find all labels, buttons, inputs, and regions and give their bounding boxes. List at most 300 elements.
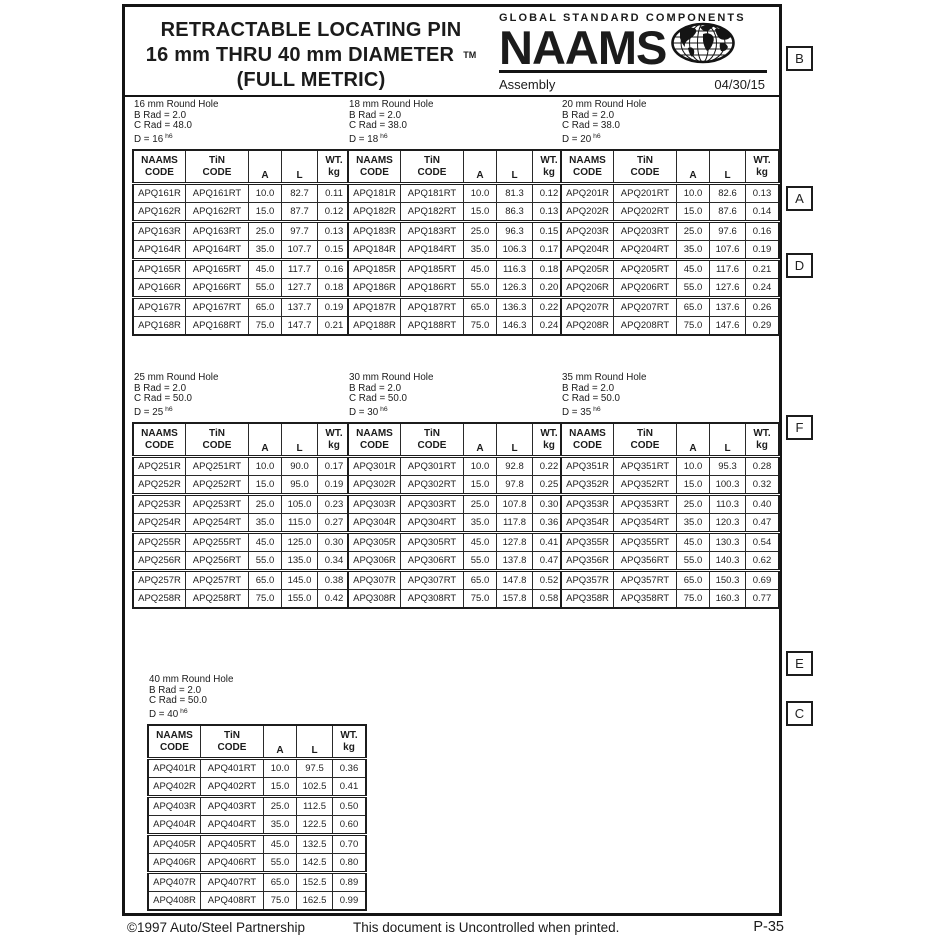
b-rad-label: B Rad = 2.0 xyxy=(149,684,202,696)
table-cell: 15.0 xyxy=(464,203,497,222)
table-cell: 81.3 xyxy=(497,184,533,203)
table-cell: 0.36 xyxy=(533,514,567,533)
column-header: A xyxy=(464,423,497,457)
table-cell: 10.0 xyxy=(249,184,282,203)
table-row xyxy=(148,816,366,835)
table-cell: APQ356RT xyxy=(614,552,677,571)
table-cell: 75.0 xyxy=(677,590,710,609)
c-rad-label: C Rad = 48.0 xyxy=(134,120,193,131)
table-row xyxy=(348,495,566,514)
table-cell: 147.6 xyxy=(710,317,746,336)
table-cell: 35.0 xyxy=(677,241,710,260)
table-cell: 0.60 xyxy=(333,816,367,835)
table-cell: APQ185R xyxy=(348,260,401,279)
table-row xyxy=(348,514,566,533)
column-header: WT. kg xyxy=(533,423,567,457)
table-cell: 122.5 xyxy=(297,816,333,835)
assembly-label: Assembly xyxy=(499,77,556,92)
table-row xyxy=(133,533,351,552)
brand-tagline: GLOBAL STANDARD COMPONENTS xyxy=(499,12,746,24)
table-cell: 75.0 xyxy=(249,317,282,336)
table-spec-labels xyxy=(134,373,346,418)
table-cell: APQ351R xyxy=(561,457,614,476)
column-header: L xyxy=(282,150,318,184)
table-cell: APQ351RT xyxy=(614,457,677,476)
zone-label-a: A xyxy=(786,186,813,211)
b-rad-label: B Rad = 2.0 xyxy=(562,109,615,121)
d-tolerance: h6 xyxy=(165,132,173,140)
table-cell: 25.0 xyxy=(264,797,297,816)
table-title: 25 mm Round Hole xyxy=(134,372,219,383)
table-cell: 35.0 xyxy=(249,241,282,260)
table-cell: 65.0 xyxy=(677,298,710,317)
table-row xyxy=(348,590,566,609)
column-header: TiN CODE xyxy=(614,150,677,184)
table-group-20mm xyxy=(560,100,774,336)
table-cell: APQ305R xyxy=(348,533,401,552)
table-row xyxy=(348,457,566,476)
table-cell: 0.13 xyxy=(318,222,352,241)
table-cell: APQ304RT xyxy=(401,514,464,533)
table-cell: 116.3 xyxy=(497,260,533,279)
table-cell: 86.3 xyxy=(497,203,533,222)
column-header: NAAMS CODE xyxy=(133,150,186,184)
table-cell: 132.5 xyxy=(297,835,333,854)
table-cell: APQ161RT xyxy=(186,184,249,203)
table-cell: 127.6 xyxy=(710,279,746,298)
table-cell: 130.3 xyxy=(710,533,746,552)
table-cell: APQ181R xyxy=(348,184,401,203)
d-value: D = 25 xyxy=(134,406,164,418)
table-title: 40 mm Round Hole xyxy=(149,674,234,685)
table-cell: 95.3 xyxy=(710,457,746,476)
table-cell: 75.0 xyxy=(464,317,497,336)
d-tolerance: h6 xyxy=(593,405,601,413)
table-cell: 15.0 xyxy=(677,476,710,495)
column-header: L xyxy=(497,423,533,457)
table-cell: 0.13 xyxy=(746,184,780,203)
table-cell: 112.5 xyxy=(297,797,333,816)
table-cell: APQ252RT xyxy=(186,476,249,495)
table-cell: 0.24 xyxy=(746,279,780,298)
table-cell: 15.0 xyxy=(677,203,710,222)
table-row xyxy=(561,241,779,260)
page-frame xyxy=(122,4,782,916)
table-cell: 45.0 xyxy=(464,260,497,279)
spec-table xyxy=(147,724,367,911)
table-cell: 55.0 xyxy=(677,279,710,298)
table-cell: APQ255R xyxy=(133,533,186,552)
table-cell: 0.29 xyxy=(746,317,780,336)
table-cell: 75.0 xyxy=(264,892,297,911)
d-value: D = 30 xyxy=(349,406,379,418)
table-cell: 0.52 xyxy=(533,571,567,590)
table-cell: 0.26 xyxy=(746,298,780,317)
table-cell: 15.0 xyxy=(264,778,297,797)
column-header: L xyxy=(710,150,746,184)
table-group-40mm xyxy=(147,675,361,911)
table-cell: 0.34 xyxy=(318,552,352,571)
table-cell: 0.38 xyxy=(318,571,352,590)
table-group-35mm xyxy=(560,373,774,609)
table-cell: APQ168R xyxy=(133,317,186,336)
table-cell: 75.0 xyxy=(677,317,710,336)
table-cell: 0.19 xyxy=(318,298,352,317)
table-cell: 97.6 xyxy=(710,222,746,241)
d-label xyxy=(349,405,561,419)
table-cell: 117.7 xyxy=(282,260,318,279)
table-cell: APQ208R xyxy=(561,317,614,336)
table-cell: 0.19 xyxy=(746,241,780,260)
table-cell: APQ402R xyxy=(148,778,201,797)
column-header: L xyxy=(282,423,318,457)
table-cell: 100.3 xyxy=(710,476,746,495)
column-header: A xyxy=(264,725,297,759)
table-cell: 0.99 xyxy=(333,892,367,911)
table-cell: 35.0 xyxy=(249,514,282,533)
table-row xyxy=(148,797,366,816)
column-header: WT. kg xyxy=(318,150,352,184)
column-header: TiN CODE xyxy=(401,423,464,457)
table-cell: APQ306RT xyxy=(401,552,464,571)
uncontrolled-notice: This document is Uncontrolled when printed. xyxy=(353,920,620,935)
table-row xyxy=(133,571,351,590)
globe-icon xyxy=(670,22,736,69)
spec-table xyxy=(347,149,567,336)
table-cell: 0.14 xyxy=(746,203,780,222)
table-row xyxy=(561,476,779,495)
table-title: 35 mm Round Hole xyxy=(562,372,647,383)
spec-table xyxy=(560,149,780,336)
table-cell: 0.11 xyxy=(318,184,352,203)
table-cell: 25.0 xyxy=(677,222,710,241)
table-row xyxy=(348,260,566,279)
column-header: NAAMS CODE xyxy=(561,423,614,457)
table-cell: 0.23 xyxy=(318,495,352,514)
table-cell: APQ401R xyxy=(148,759,201,778)
table-cell: APQ182RT xyxy=(401,203,464,222)
table-cell: 0.22 xyxy=(533,457,567,476)
table-cell: 55.0 xyxy=(249,552,282,571)
table-cell: 65.0 xyxy=(464,298,497,317)
table-row xyxy=(148,759,366,778)
table-cell: APQ354RT xyxy=(614,514,677,533)
table-cell: 0.40 xyxy=(746,495,780,514)
d-tolerance: h6 xyxy=(180,707,188,715)
table-cell: 35.0 xyxy=(264,816,297,835)
table-row xyxy=(348,184,566,203)
table-row xyxy=(133,317,351,336)
table-cell: APQ184R xyxy=(348,241,401,260)
table-cell: APQ204R xyxy=(561,241,614,260)
d-value: D = 16 xyxy=(134,133,164,145)
table-cell: APQ307RT xyxy=(401,571,464,590)
table-cell: 0.27 xyxy=(318,514,352,533)
table-cell: 0.32 xyxy=(746,476,780,495)
d-label xyxy=(149,707,361,721)
table-row xyxy=(133,260,351,279)
table-cell: APQ207RT xyxy=(614,298,677,317)
table-cell: 10.0 xyxy=(677,184,710,203)
table-cell: 25.0 xyxy=(464,495,497,514)
c-rad-label: C Rad = 38.0 xyxy=(562,120,621,131)
table-cell: APQ302R xyxy=(348,476,401,495)
table-cell: 0.28 xyxy=(746,457,780,476)
column-header: NAAMS CODE xyxy=(561,150,614,184)
table-cell: APQ167RT xyxy=(186,298,249,317)
table-cell: 117.8 xyxy=(497,514,533,533)
table-cell: APQ303RT xyxy=(401,495,464,514)
column-header: A xyxy=(464,150,497,184)
table-row xyxy=(561,184,779,203)
table-cell: 142.5 xyxy=(297,854,333,873)
table-cell: APQ404R xyxy=(148,816,201,835)
column-header: WT. kg xyxy=(533,150,567,184)
table-cell: APQ162RT xyxy=(186,203,249,222)
table-cell: 35.0 xyxy=(464,241,497,260)
d-tolerance: h6 xyxy=(165,405,173,413)
table-cell: APQ405RT xyxy=(201,835,264,854)
table-cell: 10.0 xyxy=(677,457,710,476)
table-cell: APQ252R xyxy=(133,476,186,495)
table-cell: 45.0 xyxy=(464,533,497,552)
table-cell: 65.0 xyxy=(677,571,710,590)
table-cell: APQ187RT xyxy=(401,298,464,317)
table-cell: 0.21 xyxy=(318,317,352,336)
table-title: 16 mm Round Hole xyxy=(134,99,219,110)
table-row xyxy=(561,590,779,609)
table-row xyxy=(133,552,351,571)
table-cell: 10.0 xyxy=(464,457,497,476)
table-cell: APQ166RT xyxy=(186,279,249,298)
table-cell: 0.13 xyxy=(533,203,567,222)
table-row xyxy=(148,854,366,873)
table-cell: 127.7 xyxy=(282,279,318,298)
table-cell: 0.17 xyxy=(318,457,352,476)
table-cell: 107.6 xyxy=(710,241,746,260)
table-cell: 97.5 xyxy=(297,759,333,778)
table-cell: 10.0 xyxy=(464,184,497,203)
table-row xyxy=(348,317,566,336)
table-cell: 136.3 xyxy=(497,298,533,317)
table-cell: APQ206RT xyxy=(614,279,677,298)
table-cell: 0.30 xyxy=(318,533,352,552)
table-row xyxy=(561,260,779,279)
c-rad-label: C Rad = 50.0 xyxy=(134,393,193,404)
table-cell: 45.0 xyxy=(264,835,297,854)
table-cell: 0.20 xyxy=(533,279,567,298)
table-cell: 125.0 xyxy=(282,533,318,552)
spec-table xyxy=(560,422,780,609)
table-cell: 25.0 xyxy=(249,222,282,241)
table-row xyxy=(133,457,351,476)
b-rad-label: B Rad = 2.0 xyxy=(562,382,615,394)
column-header: L xyxy=(710,423,746,457)
table-cell: 65.0 xyxy=(249,571,282,590)
table-cell: 106.3 xyxy=(497,241,533,260)
naams-wordmark: NAAMS xyxy=(499,21,667,74)
table-cell: 0.25 xyxy=(533,476,567,495)
table-cell: 10.0 xyxy=(264,759,297,778)
table-cell: 15.0 xyxy=(464,476,497,495)
table-cell: 152.5 xyxy=(297,873,333,892)
title-line-2: 16 mm THRU 40 mm DIAMETER TM xyxy=(145,44,477,66)
table-cell: 140.3 xyxy=(710,552,746,571)
table-cell: APQ181RT xyxy=(401,184,464,203)
table-cell: APQ302RT xyxy=(401,476,464,495)
table-group-16mm xyxy=(132,100,346,336)
table-cell: 107.8 xyxy=(497,495,533,514)
table-row xyxy=(148,778,366,797)
table-row xyxy=(348,241,566,260)
table-row xyxy=(561,317,779,336)
table-cell: APQ406RT xyxy=(201,854,264,873)
table-cell: 65.0 xyxy=(249,298,282,317)
column-header: WT. kg xyxy=(746,150,780,184)
column-header: TiN CODE xyxy=(186,150,249,184)
table-cell: 0.12 xyxy=(318,203,352,222)
table-cell: APQ186R xyxy=(348,279,401,298)
table-cell: APQ166R xyxy=(133,279,186,298)
table-cell: 25.0 xyxy=(249,495,282,514)
table-cell: 127.8 xyxy=(497,533,533,552)
table-row xyxy=(148,892,366,911)
table-cell: 0.54 xyxy=(746,533,780,552)
table-cell: APQ408R xyxy=(148,892,201,911)
table-row xyxy=(561,457,779,476)
table-cell: APQ403R xyxy=(148,797,201,816)
table-cell: 0.58 xyxy=(533,590,567,609)
table-cell: 117.6 xyxy=(710,260,746,279)
table-cell: 137.6 xyxy=(710,298,746,317)
table-cell: 120.3 xyxy=(710,514,746,533)
table-cell: 0.16 xyxy=(318,260,352,279)
table-cell: 107.7 xyxy=(282,241,318,260)
table-cell: 0.69 xyxy=(746,571,780,590)
table-cell: APQ305RT xyxy=(401,533,464,552)
table-cell: APQ205RT xyxy=(614,260,677,279)
table-cell: APQ258R xyxy=(133,590,186,609)
table-cell: 0.19 xyxy=(318,476,352,495)
table-cell: 45.0 xyxy=(249,533,282,552)
c-rad-label: C Rad = 50.0 xyxy=(149,695,208,706)
table-cell: APQ203RT xyxy=(614,222,677,241)
column-header: A xyxy=(249,423,282,457)
column-header: TiN CODE xyxy=(186,423,249,457)
table-cell: APQ307R xyxy=(348,571,401,590)
table-cell: APQ258RT xyxy=(186,590,249,609)
column-header: L xyxy=(497,150,533,184)
table-cell: APQ182R xyxy=(348,203,401,222)
table-cell: 75.0 xyxy=(464,590,497,609)
table-cell: 0.41 xyxy=(533,533,567,552)
table-cell: APQ406R xyxy=(148,854,201,873)
table-cell: 90.0 xyxy=(282,457,318,476)
column-header: NAAMS CODE xyxy=(133,423,186,457)
table-cell: APQ403RT xyxy=(201,797,264,816)
table-cell: APQ204RT xyxy=(614,241,677,260)
table-row xyxy=(133,203,351,222)
table-row xyxy=(348,222,566,241)
table-cell: 65.0 xyxy=(464,571,497,590)
table-cell: 0.16 xyxy=(746,222,780,241)
table-spec-labels xyxy=(134,100,346,145)
table-cell: APQ357R xyxy=(561,571,614,590)
date-label: 04/30/15 xyxy=(714,77,765,92)
table-cell: 45.0 xyxy=(677,533,710,552)
table-row xyxy=(133,184,351,203)
table-cell: 0.42 xyxy=(318,590,352,609)
table-cell: 55.0 xyxy=(677,552,710,571)
table-cell: 15.0 xyxy=(249,203,282,222)
table-cell: APQ354R xyxy=(561,514,614,533)
table-row xyxy=(133,279,351,298)
table-cell: 147.7 xyxy=(282,317,318,336)
table-row xyxy=(561,533,779,552)
table-cell: 15.0 xyxy=(249,476,282,495)
table-cell: APQ304R xyxy=(348,514,401,533)
table-cell: APQ357RT xyxy=(614,571,677,590)
column-header: A xyxy=(677,150,710,184)
table-row xyxy=(133,590,351,609)
table-cell: 145.0 xyxy=(282,571,318,590)
document-title xyxy=(125,7,497,95)
table-cell: 87.6 xyxy=(710,203,746,222)
table-cell: APQ253RT xyxy=(186,495,249,514)
table-row xyxy=(561,552,779,571)
table-cell: APQ251RT xyxy=(186,457,249,476)
table-row xyxy=(133,298,351,317)
table-cell: APQ407RT xyxy=(201,873,264,892)
table-cell: APQ358R xyxy=(561,590,614,609)
table-cell: APQ164R xyxy=(133,241,186,260)
table-title: 20 mm Round Hole xyxy=(562,99,647,110)
table-cell: 0.36 xyxy=(333,759,367,778)
title-line-1: RETRACTABLE LOCATING PIN xyxy=(160,19,462,41)
table-cell: 147.8 xyxy=(497,571,533,590)
table-cell: APQ202R xyxy=(561,203,614,222)
table-cell: 55.0 xyxy=(464,279,497,298)
table-row xyxy=(561,571,779,590)
table-cell: APQ164RT xyxy=(186,241,249,260)
table-row xyxy=(148,873,366,892)
table-cell: 65.0 xyxy=(264,873,297,892)
naams-logo-block xyxy=(497,7,779,95)
table-row xyxy=(561,203,779,222)
table-cell: 82.7 xyxy=(282,184,318,203)
table-cell: 87.7 xyxy=(282,203,318,222)
table-cell: APQ162R xyxy=(133,203,186,222)
column-header: A xyxy=(677,423,710,457)
table-spec-labels xyxy=(562,100,774,145)
table-cell: APQ165R xyxy=(133,260,186,279)
table-cell: 137.8 xyxy=(497,552,533,571)
table-cell: 0.62 xyxy=(746,552,780,571)
table-title: 30 mm Round Hole xyxy=(349,372,434,383)
table-cell: 0.89 xyxy=(333,873,367,892)
zone-label-d: D xyxy=(786,253,813,278)
table-cell: 95.0 xyxy=(282,476,318,495)
table-cell: APQ201R xyxy=(561,184,614,203)
table-cell: 82.6 xyxy=(710,184,746,203)
table-row xyxy=(148,835,366,854)
table-cell: APQ161R xyxy=(133,184,186,203)
c-rad-label: C Rad = 38.0 xyxy=(349,120,408,131)
table-cell: APQ352RT xyxy=(614,476,677,495)
table-row xyxy=(348,533,566,552)
table-cell: APQ355RT xyxy=(614,533,677,552)
table-cell: 160.3 xyxy=(710,590,746,609)
